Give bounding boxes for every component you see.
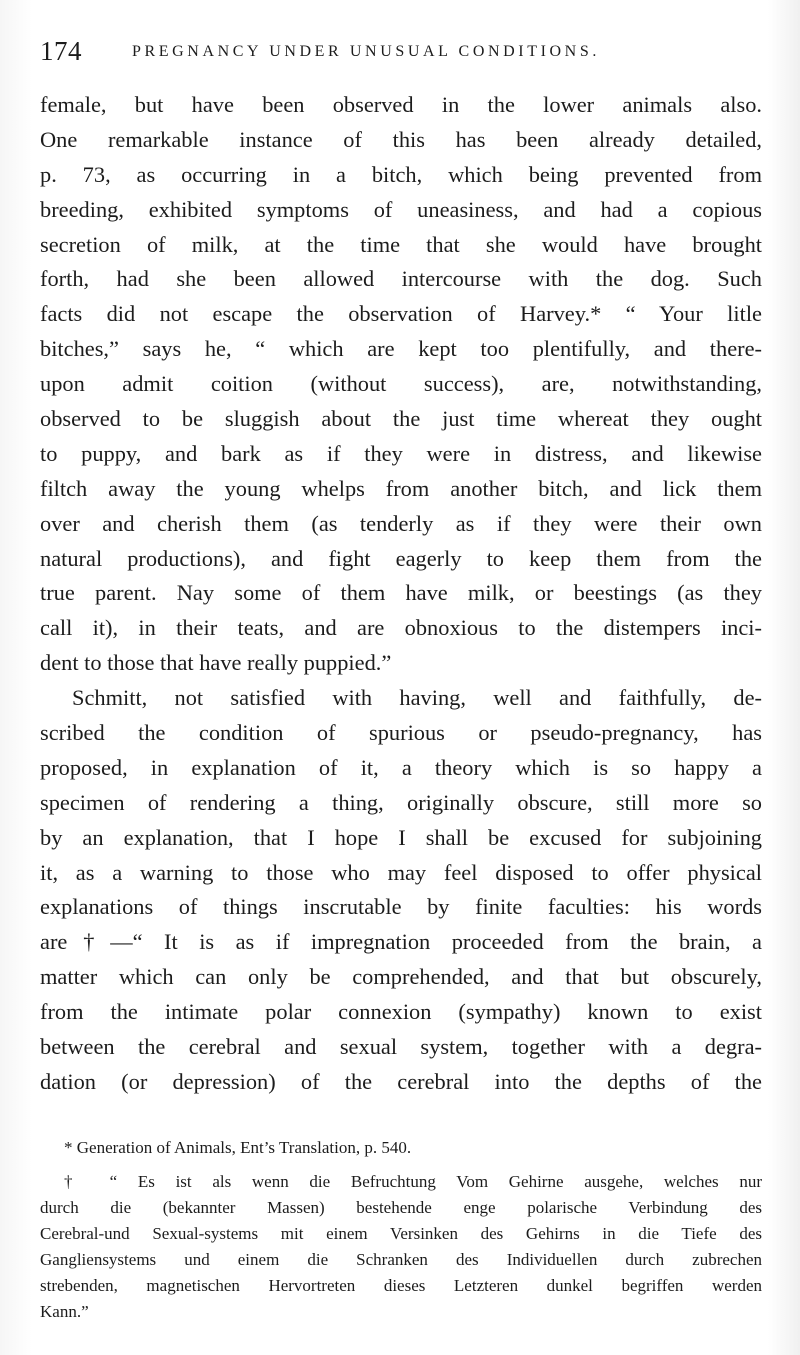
body-line: breeding, exhibited symptoms of uneasiness, and had a copious [40,196,762,222]
body-line: upon admit coition (without success), are, notwithstanding, [40,371,762,397]
body-line: it, as a warning to those who may feel disposed to offer physical [40,859,762,885]
body-line: between the cerebral and sexual system, together with a degra- [40,1034,762,1060]
body-line: dation (or depression) of the cerebral into the depths of the [40,1068,762,1094]
footnotes [40,1135,762,1325]
body-line: observed to be sluggish about the just time whereat they ought [40,406,762,432]
body-line: natural productions), and fight eagerly to keep them from the [40,545,762,571]
body-line: matter which can only be comprehended, and that but obscurely, [40,964,762,990]
body-line: explanations of things inscrutable by finite faculties: his words [40,894,762,920]
running-head: PREGNANCY UNDER UNUSUAL CONDITIONS. [132,43,600,60]
footnote-harvey: * Generation of Animals, Ent’s Translation, p. 540. [64,1138,412,1157]
page-header [40,34,770,68]
body-line: dent to those that have really puppied.” [40,650,392,676]
body-text [40,88,762,1100]
footnote-schmitt-line: † “ Es ist als wenn die Befruchtung Vom Gehirne ausgehe, welches nur [64,1172,762,1191]
body-line: call it), in their teats, and are obnoxious to the distempers inci- [40,615,762,641]
body-line: bitches,” says he, “ which are kept too plentifully, and there- [40,336,762,362]
body-line: true parent. Nay some of them have milk, or beestings (as they [40,580,762,606]
body-line: over and cherish them (as tenderly as if they were their own [40,510,762,536]
footnote-schmitt-line: Kann.” [40,1302,89,1321]
body-line: forth, had she been allowed intercourse with the dog. Such [40,266,762,292]
footnote-schmitt-line: Cerebral-und Sexual-systems mit einem Versinken des Gehirns in die Tiefe des [40,1224,762,1243]
body-line: proposed, in explanation of it, a theory which is so happy a [40,754,762,780]
body-line: facts did not escape the observation of Harvey.* “ Your litle [40,301,762,327]
body-line: specimen of rendering a thing, originally obscure, still more so [40,789,762,815]
body-line: Schmitt, not satisfied with having, well and faithfully, de- [72,685,762,711]
body-line: filtch away the young whelps from another bitch, and lick them [40,475,762,501]
footnote-schmitt-line: strebenden, magnetischen Hervortreten dieses Letzteren dunkel begriffen werden [40,1276,762,1295]
body-line: are†—“ It is as if impregnation proceeded from the brain, a [40,929,762,955]
body-line: female, but have been observed in the lower animals also. [40,92,762,117]
body-line: scribed the condition of spurious or pseudo-pregnancy, has [40,720,762,746]
footnote-schmitt-line: Gangliensystems und einem die Schranken des Individuellen durch zubrechen [40,1250,762,1269]
body-line: p. 73, as occurring in a bitch, which being prevented from [40,161,762,187]
body-line: secretion of milk, at the time that she would have brought [40,231,762,257]
body-line: to puppy, and bark as if they were in distress, and likewise [40,440,762,466]
page-number: 174 [40,36,82,66]
footnote-schmitt-line: durch die (bekannter Massen) bestehende enge polarische Verbindung des [40,1198,762,1217]
body-line: by an explanation, that I hope I shall be excused for subjoining [40,824,762,850]
body-line: from the intimate polar connexion (sympathy) known to exist [40,999,762,1025]
body-line: One remarkable instance of this has been already detailed, [40,126,762,152]
